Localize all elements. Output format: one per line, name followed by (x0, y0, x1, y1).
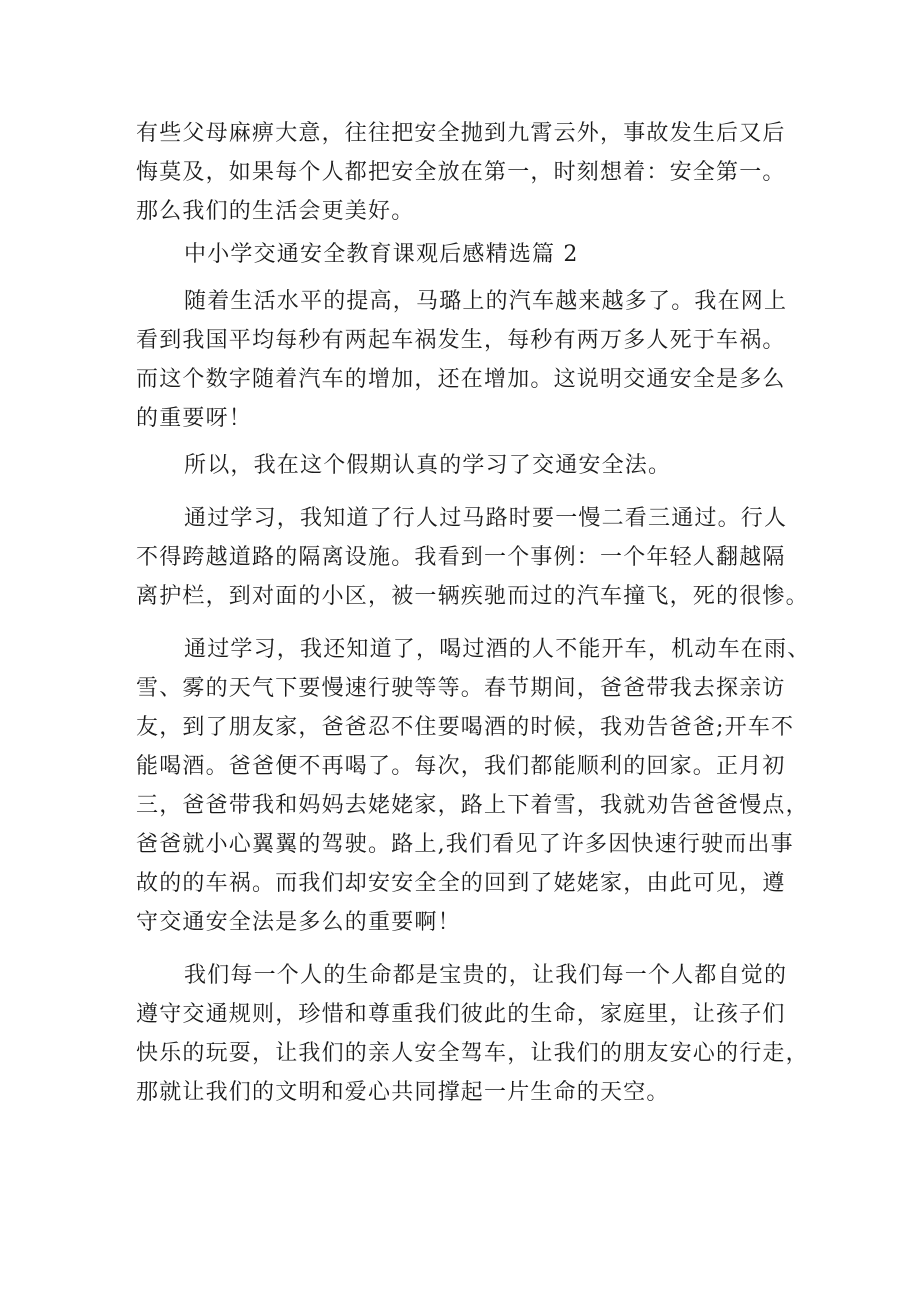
text-line: 有些父母麻痹大意，往往把安全抛到九霄云外，事故发生后又后 (136, 121, 786, 146)
text-line: 爸爸就小心翼翼的驾驶。路上,我们看见了许多因快速行驶而出事 (136, 832, 794, 857)
text-line: 故的的车祸。而我们却安安全全的回到了姥姥家，由此可见，遵 (136, 871, 786, 896)
text-line: 那就让我们的文明和爱心共同撑起一片生命的天空。 (136, 1080, 670, 1105)
text-line: 雪、雾的天气下要慢速行驶等等。春节期间，爸爸带我去探亲访 (136, 676, 786, 701)
text-line: 而这个数字随着汽车的增加，还在增加。这说明交通安全是多么 (136, 367, 786, 392)
text-line: 不得跨越道路的隔离设施。我看到一个事例：一个年轻人翻越隔 (136, 545, 786, 570)
document-body (136, 114, 811, 1112)
section-heading (136, 235, 796, 274)
text-line: 通过学习，我还知道了，喝过酒的人不能开车，机动车在雨、 (184, 637, 811, 662)
heading-text: 中小学交通安全教育课观后感精选篇 2 (184, 242, 579, 267)
text-line: 我们每一个人的生命都是宝贵的，让我们每一个人都自觉的 (184, 963, 788, 988)
paragraph-study-law (136, 446, 796, 485)
text-line: 守交通安全法是多么的重要啊！ (136, 910, 461, 935)
text-line: 三，爸爸带我和妈妈去姥姥家，路上下着雪，我就劝告爸爸慢点， (136, 793, 809, 818)
paragraph-drinking-driving (136, 630, 811, 942)
text-line: 所以，我在这个假期认真的学习了交通安全法。 (184, 453, 672, 478)
text-line: 通过学习，我知道了行人过马路时要一慢二看三通过。行人 (184, 506, 788, 531)
paragraph-traffic-stats (136, 282, 796, 438)
text-line: 快乐的玩耍，让我们的亲人安全驾车，让我们的朋友安心的行走， (136, 1041, 809, 1066)
text-line: 那么我们的生活会更美好。 (136, 199, 415, 224)
paragraph-conclusion (136, 956, 809, 1112)
text-line: 悔莫及，如果每个人都把安全放在第一，时刻想着：安全第一。 (136, 160, 786, 185)
text-line: 能喝酒。爸爸便不再喝了。每次，我们都能顺利的回家。正月初 (136, 754, 786, 779)
text-line: 看到我国平均每秒有两起车祸发生，每秒有两万多人死于车祸。 (136, 328, 786, 353)
text-line: 遵守交通规则，珍惜和尊重我们彼此的生命，家庭里，让孩子们 (136, 1002, 786, 1027)
paragraph-pedestrian (136, 499, 809, 616)
text-line: 友，到了朋友家，爸爸忍不住要喝酒的时候，我劝告爸爸;开车不 (136, 715, 795, 740)
text-line: 随着生活水平的提高，马璐上的汽车越来越多了。我在网上 (184, 289, 788, 314)
text-line: 的重要呀！ (136, 406, 253, 431)
paragraph-intro (136, 114, 796, 231)
text-line: 离护栏，到对面的小区，被一辆疾驰而过的汽车撞飞，死的很惨。 (136, 584, 809, 609)
